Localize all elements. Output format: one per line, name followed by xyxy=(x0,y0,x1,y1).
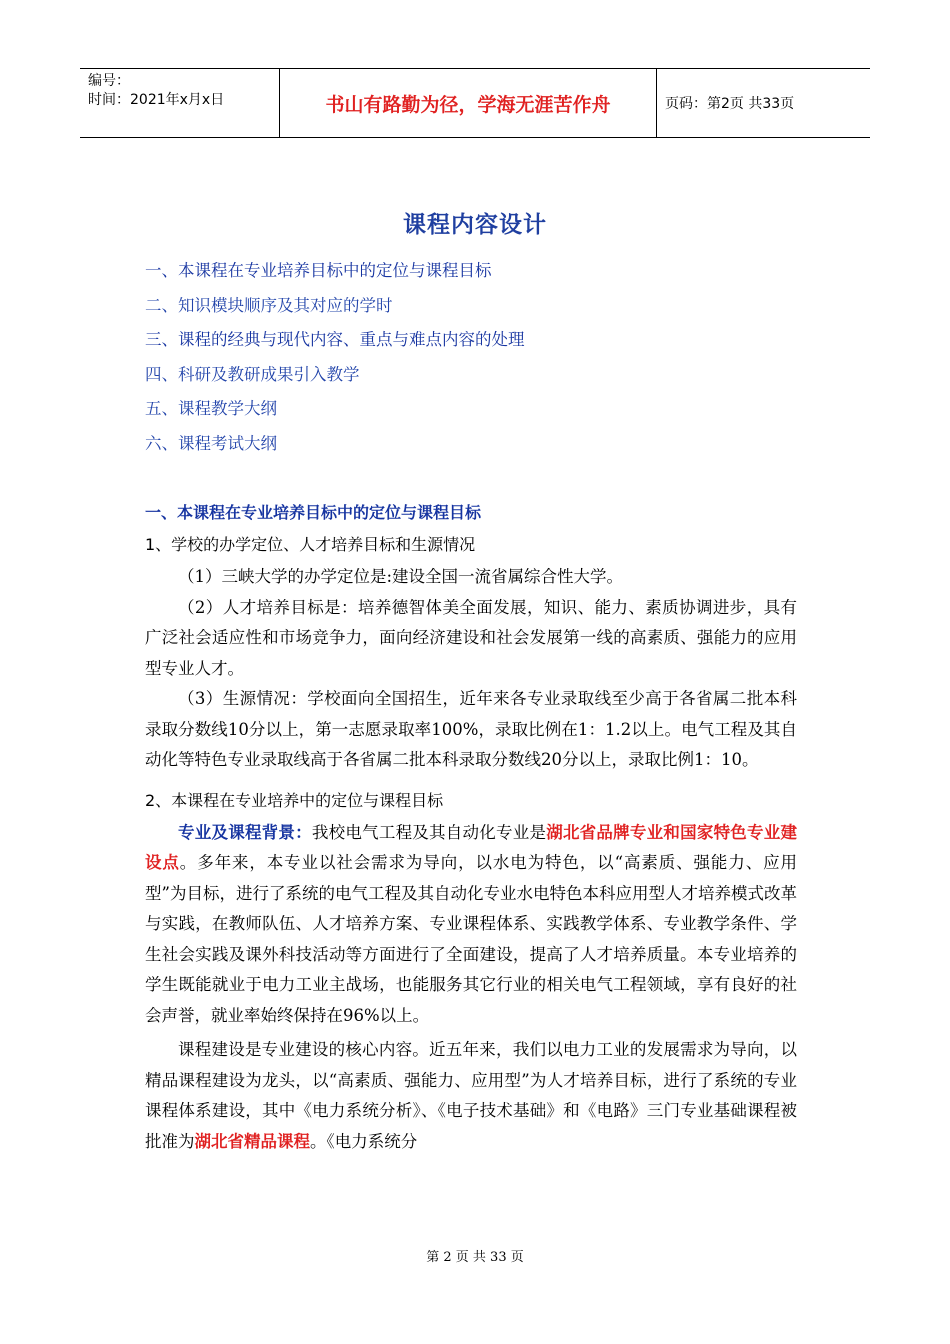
header-time-label: 时间：2021年x月x日 xyxy=(88,92,225,108)
highlight-quality-course: 湖北省精品课程 xyxy=(194,1131,310,1151)
toc-item-5[interactable]: 五、课程教学大纲 xyxy=(145,399,277,419)
text-run: 课程建设是专业建设的核心内容。近五年来，我们以电力工业的发展需求为导向，以精品课程建设为龙头，以“高素质、强能力、应用型”为人才培养目标，进行了系统的专业课程体系建设，其中《电力系统分析》、《电子技术基础》和《电路》三门专业基础课程被批准为 xyxy=(145,1040,797,1151)
header-number-label: 编号： xyxy=(88,73,130,89)
paragraph-training-goal: （2）人才培养目标是：培养德智体美全面发展，知识、能力、素质协调进步，具有广泛社会适应性和市场竞争力，面向经济建设和社会发展第一线的高素质、强能力的应用型专业人才。 xyxy=(145,597,797,678)
section-1-title: 一、本课程在专业培养目标中的定位与课程目标 xyxy=(145,503,482,522)
subsection-2-title: 2、本课程在专业培养中的定位与课程目标 xyxy=(145,790,444,810)
subsection-1-title: 1、学校的办学定位、人才培养目标和生源情况 xyxy=(145,535,476,554)
paragraph-course-construction xyxy=(145,1035,797,1157)
paragraph-school-positioning: （1）三峡大学的办学定位是:建设全国一流省属综合性大学。 xyxy=(178,567,624,586)
header-meta xyxy=(80,69,280,137)
page-header xyxy=(80,68,870,138)
toc-item-4[interactable]: 四、科研及教研成果引入教学 xyxy=(145,364,360,384)
text-run: 。《电力系统分 xyxy=(310,1131,418,1151)
toc-item-3[interactable]: 三、课程的经典与现代内容、重点与难点内容的处理 xyxy=(145,330,525,350)
header-page-info: 页码：第2页 共33页 xyxy=(665,96,795,112)
main-content xyxy=(145,498,797,1157)
table-of-contents xyxy=(145,256,825,464)
lead-label: 专业及课程背景： xyxy=(178,822,312,842)
toc-item-2[interactable]: 二、知识模块顺序及其对应的学时 xyxy=(145,295,393,315)
page-footer: 第 2 页 共 33 页 xyxy=(426,1250,524,1265)
paragraph-student-source: （3）生源情况：学校面向全国招生，近年来各专业录取线至少高于各省属二批本科录取分数线10分以上，第一志愿录取率100%，录取比例在1：1.2以上。电气工程及其自动化等特色专业录取线高于各省属二批本科录取分数线20分以上，录取比例1：10。 xyxy=(145,689,797,769)
paragraph-major-background xyxy=(145,818,797,1032)
toc-item-6[interactable]: 六、课程考试大纲 xyxy=(145,433,277,453)
highlight-brand-major: 湖北省品牌专业和国家特色专业建设点 xyxy=(145,822,798,872)
text-run: 我校电气工程及其自动化专业是 xyxy=(311,822,547,842)
toc-item-1[interactable]: 一、本课程在专业培养目标中的定位与课程目标 xyxy=(145,261,492,280)
text-run: 。多年来，本专业以社会需求为导向，以水电为特色，以“高素质、强能力、应用型”为目标，进行了系统的电气工程及其自动化专业水电特色本科应用型人才培养模式改革与实践，在教师队伍、人才培养方案、专业课程体系、实践教学体系、专业教学条件、学生社会实践及课外科技活动等方面进行了全面建设，提高了人才培养质量。本专业培养的学生既能就业于电力工业主战场，也能服务其它行业的相关电气工程领域，享有良好的社会声誉，就业率始终保持在96%以上。 xyxy=(145,853,798,1025)
header-motto: 书山有路勤为径，学海无涯苦作舟 xyxy=(280,69,657,137)
document-title: 课程内容设计 xyxy=(403,211,547,238)
